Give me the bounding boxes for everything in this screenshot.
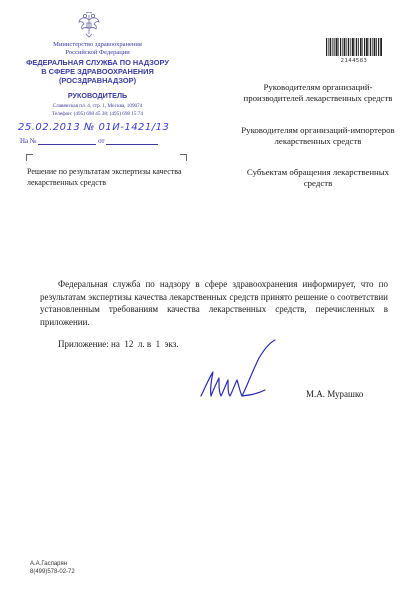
reference-line [20, 137, 158, 145]
barcode-icon [326, 38, 382, 56]
executor-phone: 8(499)578-02-72 [30, 569, 75, 575]
handwritten-signature-icon [195, 338, 285, 408]
executor-block [30, 560, 75, 576]
reference-from-label: от [98, 137, 105, 145]
letter-body: Федеральная служба по надзору в сфере здравоохранения информирует, что по результатам экспертизы качества лекарственных средств принято решение о соответствии установленным требованиям качества лекарственных средств, перечисленных в приложении. [40, 279, 388, 327]
ministry-name: Министерство здравоохранения Российской Федерации [53, 41, 142, 56]
subject-corner-right [180, 154, 187, 161]
signer-name: М.А. Мурашко [306, 389, 364, 399]
subject-corner-left [26, 154, 33, 161]
recipient-circulation-subjects: Субъектам обращения лекарственных средств [246, 167, 390, 188]
recipient-importers: Руководителям организаций-импортеров лекарственных средств [241, 125, 395, 146]
sender-role: РУКОВОДИТЕЛЬ [67, 91, 128, 100]
enclosure-note: Приложение: на 12 л. в 1 экз. [58, 339, 179, 349]
reference-date-blank [106, 137, 158, 145]
registration-number-handwritten: 25.02.2013 № 01И-1421/13 [18, 122, 170, 133]
barcode-number: 2144583 [340, 58, 368, 64]
recipient-manufacturers: Руководителям организаций-производителей лекарственных средств [243, 82, 393, 103]
service-name: ФЕДЕРАЛЬНАЯ СЛУЖБА ПО НАДЗОРУ В СФЕРЕ ЗДРАВООХРАНЕНИЯ (РОСЗДРАВНАДЗОР) [26, 58, 169, 85]
letter-subject: Решение по результатам экспертизы качества лекарственных средств [27, 167, 182, 187]
reference-number-blank [38, 137, 96, 145]
sender-address: Славянская пл. 4, стр. 1, Москва, 109074 Телефон: (495) 698 45 38; (495) 698 15 74 [51, 103, 143, 117]
executor-name: А.А.Гаспарян [30, 561, 68, 567]
reference-on-label: На № [20, 137, 37, 145]
double-headed-eagle-emblem-icon [78, 12, 100, 38]
